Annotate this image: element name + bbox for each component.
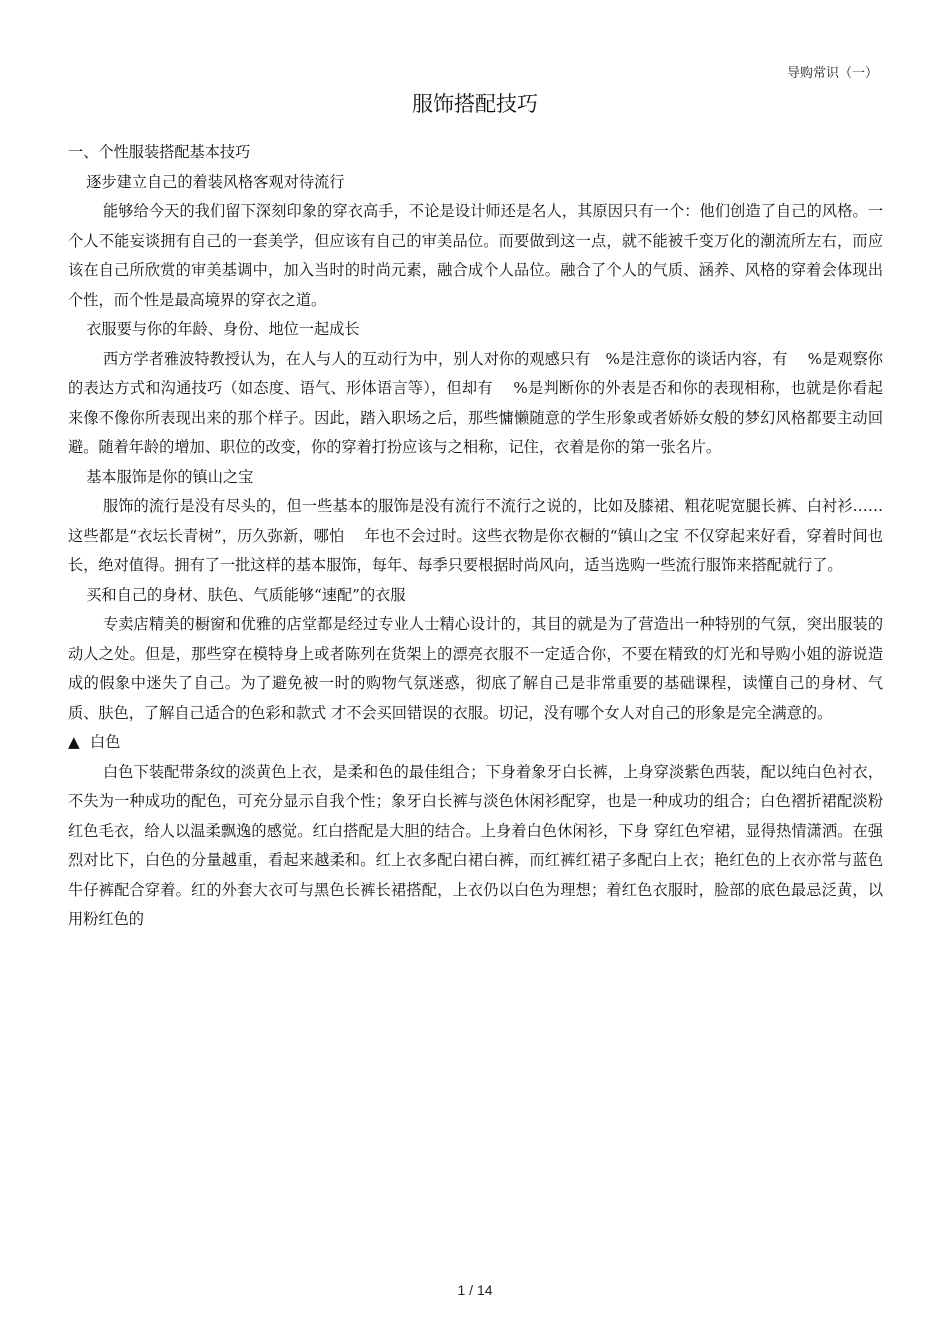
subheading-match: 买和自己的身材、肤色、气质能够“速配”的衣服 (86, 585, 406, 604)
triangle-icon: ▲ (68, 733, 80, 751)
paragraph-age: 西方学者雅波特教授认为，在人与人的互动行为中，别人对你的观感只有 %是注意你的谈话内容，有 %是观察你的表达方式和沟通技巧（如态度、语气、形体语言等），但却有 %是判断你的外表是否和你的表现相称，也就是你看起来像不像你所表现出来的那个样子。因此，踏入职场之后，那些慵懒随意的学生形象或者娇娇女般的梦幻风格都要主动回避。随着年龄的增加、职位的改变，你的穿着打扮应该与之相称，记住，衣着是你的第一张名片。 (68, 349, 883, 456)
document-body (68, 138, 883, 935)
paragraph-basic: 服饰的流行是没有尽头的，但一些基本的服饰是没有流行不流行之说的，比如及膝裙、粗花呢宽腿长裤、白衬衫……这些都是“衣坛长青树”，历久弥新，哪怕 年也不会过时。这些衣物是你衣橱的“镇山之宝 不仅穿起来好看，穿着时间也长，绝对值得。拥有了一批这样的基本服饰，每年、每季只要根据时尚风向，适当选购一些流行服饰来搭配就行了。 (68, 497, 883, 574)
subheading-white-label: 白色 (90, 733, 121, 751)
subheading-basic: 基本服饰是你的镇山之宝 (86, 467, 254, 486)
subheading-white (68, 728, 883, 758)
subheading-style: 逐步建立自己的着装风格客观对待流行 (86, 172, 345, 191)
paragraph-style: 能够给今天的我们留下深刻印象的穿衣高手，不论是设计师还是名人，其原因只有一个：他们创造了自己的风格。一个人不能妄谈拥有自己的一套美学，但应该有自己的审美品位。而要做到这一点，就不能被千变万化的潮流所左右，而应该在自己所欣赏的审美基调中，加入当时的时尚元素，融合成个人品位。融合了个人的气质、涵养、风格的穿着会体现出个性，而个性是最高境界的穿衣之道。 (68, 202, 883, 309)
subheading-age: 衣服要与你的年龄、身份、地位一起成长 (86, 320, 360, 338)
page-number: 1 / 14 (457, 1282, 493, 1298)
paragraph-white: 白色下装配带条纹的淡黄色上衣，是柔和色的最佳组合；下身着象牙白长裤，上身穿淡紫色西装，配以纯白色衬衣，不失为一种成功的配色，可充分显示自我个性；象牙白长裤与淡色休闲衫配穿，也是一种成功的组合；白色褶折裙配淡粉红色毛衣，给人以温柔飘逸的感觉。红白搭配是大胆的结合。上身着白色休闲衫，下身 穿红色窄裙，显得热情潇洒。在强烈对比下，白色的分量越重，看起来越柔和。红上衣多配白裙白裤，而红裤红裙子多配白上衣；艳红色的上衣亦常与蓝色牛仔裤配合穿着。红的外套大衣可与黑色长裤长裙搭配，上衣仍以白色为理想；着红色衣服时，脸部的底色最忌泛黄，以用粉红色的 (68, 762, 883, 928)
page-title: 服饰搭配技巧 (412, 92, 538, 116)
section-heading: 一、个性服装搭配基本技巧 (68, 143, 251, 161)
header-note: 导购常识（一） (786, 66, 878, 81)
paragraph-match: 专卖店精美的橱窗和优雅的店堂都是经过专业人士精心设计的，其目的就是为了营造出一种特别的气氛，突出服装的动人之处。但是，那些穿在模特身上或者陈列在货架上的漂亮衣服不一定适合你，不要在精致的灯光和导购小姐的游说造成的假象中迷失了自己。为了避免被一时的购物气氛迷惑，彻底了解自己是非常重要的基础课程，读懂自己的身材、气质、肤色，了解自己适合的色彩和款式 才不会买回错误的衣服。切记，没有哪个女人对自己的形象是完全满意的。 (68, 615, 883, 722)
